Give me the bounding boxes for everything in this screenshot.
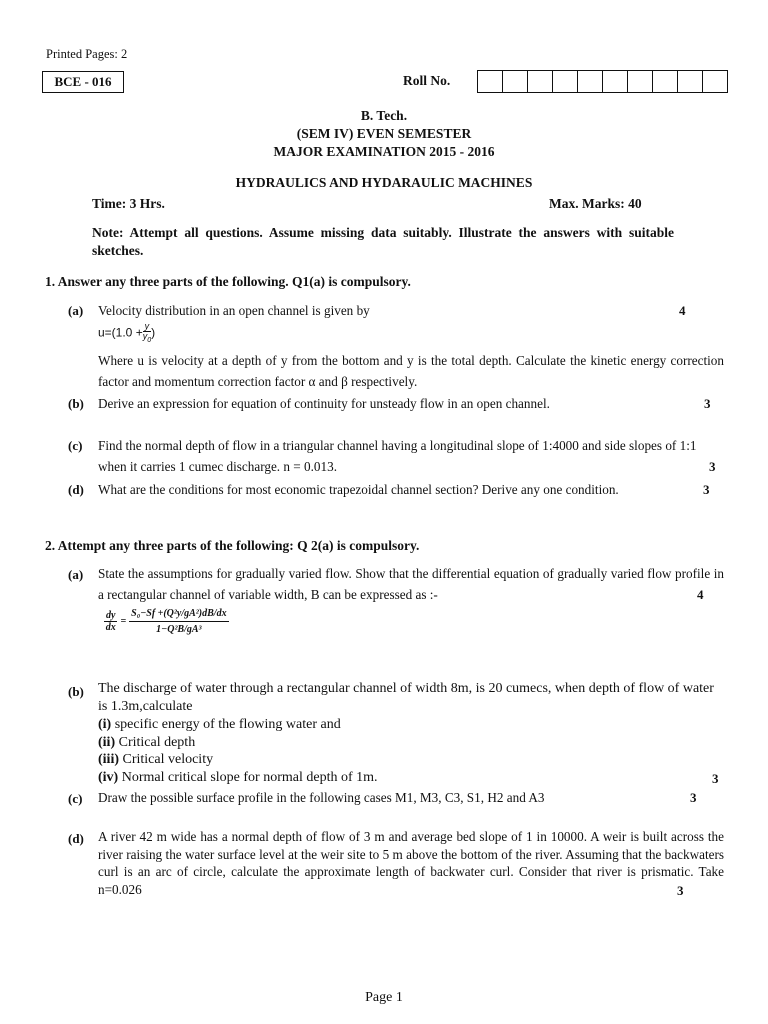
q2b-item-text: Critical velocity [119, 752, 214, 767]
roll-number-box[interactable] [702, 70, 728, 93]
q1a-eq-sub: 0 [147, 336, 152, 344]
q2a-text: State the assumptions for gradually varied flow. Show that the differential equation of gradually varied flow profile in a rectangular channel of variable width, B can be expressed as :- [98, 566, 724, 602]
max-marks: Max. Marks: 40 [549, 196, 642, 211]
q2b-item-number: (iii) [98, 752, 119, 767]
roll-number-box[interactable] [652, 70, 678, 93]
q2a-eq-equals: = [120, 616, 127, 627]
roll-number-label: Roll No. [403, 73, 451, 88]
q1-heading: 1. Answer any three parts of the following. Q1(a) is compulsory. [45, 274, 411, 289]
q2d-text: A river 42 m wide has a normal depth of flow of 3 m and average bed slope of 1 in 10000. A weir is built across the river raising the water surface level at the weir site to 5 m above the bottom of the river. Assuming that the backwaters curl is an arc of circle, calculate the approximate length of backwater curl. Consider that river is prismatic. Take n=0.026 [98, 829, 724, 897]
q2b-list-item [98, 751, 378, 769]
q2b-list [98, 716, 378, 786]
page-number: Page 1 [365, 990, 403, 1005]
q1a-marks: 4 [679, 303, 686, 318]
q2a-marks: 4 [697, 587, 704, 602]
degree-title: B. Tech. [360, 108, 408, 123]
roll-number-box[interactable] [577, 70, 603, 93]
q2c-marks: 3 [690, 790, 697, 805]
q1d-marks: 3 [703, 482, 710, 497]
instructions-note: Note: Attempt all questions. Assume missing data suitably. Illustrate the answers with suitable sketches. [92, 225, 674, 258]
q1a-text: Velocity distribution in an open channel is given by [98, 303, 370, 318]
q2c-text: Draw the possible surface profile in the following cases M1, M3, C3, S1, H2 and A3 [98, 790, 545, 805]
q2b-item-number: (ii) [98, 734, 116, 750]
printed-pages: Printed Pages: 2 [46, 47, 128, 61]
q2c-label: (c) [68, 791, 83, 806]
course-code-box: BCE - 016 [42, 71, 124, 93]
q2b-list-item [98, 734, 378, 752]
q1d-text: What are the conditions for most economic trapezoidal channel section? Derive any one condition. [98, 482, 619, 497]
q1c-marks: 3 [709, 459, 716, 474]
q2b-marks: 3 [712, 771, 719, 786]
q2a-eq-rhs-den: 1−Q²B/gA³ [156, 624, 202, 635]
q2b-item-text: specific energy of the flowing water and [111, 717, 341, 732]
q2b-list-item [98, 716, 378, 734]
q2b-label: (b) [68, 684, 84, 699]
roll-number-box[interactable] [677, 70, 703, 93]
q1a-equation [98, 322, 155, 345]
q2-heading: 2. Attempt any three parts of the following: Q 2(a) is compulsory. [45, 538, 420, 553]
q2b-text: The discharge of water through a rectangular channel of width 8m, is 20 cumecs, when depth of flow of water is 1.3m,calculate [98, 681, 714, 714]
q2a-eq-rhs [129, 608, 228, 635]
roll-number-box[interactable] [527, 70, 553, 93]
q1b-label: (b) [68, 396, 84, 411]
roll-number-box[interactable] [602, 70, 628, 93]
q2b-list-item [98, 769, 378, 787]
q1c-text: Find the normal depth of flow in a triangular channel having a longitudinal slope of 1:4000 and side slopes of 1:1 when it carries 1 cumec discharge. n = 0.013. [98, 438, 697, 474]
roll-number-box[interactable] [477, 70, 503, 93]
q1a-eq-prefix: u=(1.0 + [98, 325, 143, 340]
exam-time: Time: 3 Hrs. [92, 196, 165, 211]
q1a-eq-suffix: ) [151, 325, 156, 340]
q1a-eq-den: y [142, 331, 148, 341]
q1a-eq-num: y [144, 321, 150, 331]
semester-title: (SEM IV) EVEN SEMESTER [296, 126, 472, 141]
q1d-label: (d) [68, 482, 84, 497]
q1b-marks: 3 [704, 396, 711, 411]
roll-number-box[interactable] [627, 70, 653, 93]
q2a-eq-lhs-num: dy [106, 610, 116, 621]
roll-number-box[interactable] [552, 70, 578, 93]
q2a-eq-lhs [104, 610, 117, 633]
q1a-eq-fraction [143, 322, 151, 345]
q2d-label: (d) [68, 831, 84, 846]
q2a-eq-rhs-num: S₀−Sf +(Q²y/gA²)dB/dx [129, 608, 228, 622]
exam-title: MAJOR EXAMINATION 2015 - 2016 [273, 144, 495, 159]
subject-title: HYDRAULICS AND HYDARAULIC MACHINES [235, 175, 533, 190]
q2b-item-text: Critical depth [115, 734, 196, 750]
q2a-equation [104, 608, 229, 635]
q1c-label: (c) [68, 438, 83, 453]
q2a-label: (a) [68, 567, 84, 582]
q1a-description: Where u is velocity at a depth of y from the bottom and y is the total depth. Calculate the kinetic energy correction factor and momentum correction factor α and β respectively. [98, 353, 724, 389]
q2a-eq-lhs-den: dx [105, 622, 116, 633]
roll-number-box[interactable] [502, 70, 528, 93]
q2b-item-number: (iv) [98, 769, 119, 785]
q2d-marks: 3 [677, 883, 684, 898]
q1b-text: Derive an expression for equation of continuity for unsteady flow in an open channel. [98, 396, 550, 411]
q2b-item-text: Normal critical slope for normal depth of 1m. [118, 769, 378, 785]
q1a-label: (a) [68, 303, 84, 318]
q2b-item-number: (i) [98, 717, 112, 732]
roll-number-boxes [478, 70, 728, 93]
